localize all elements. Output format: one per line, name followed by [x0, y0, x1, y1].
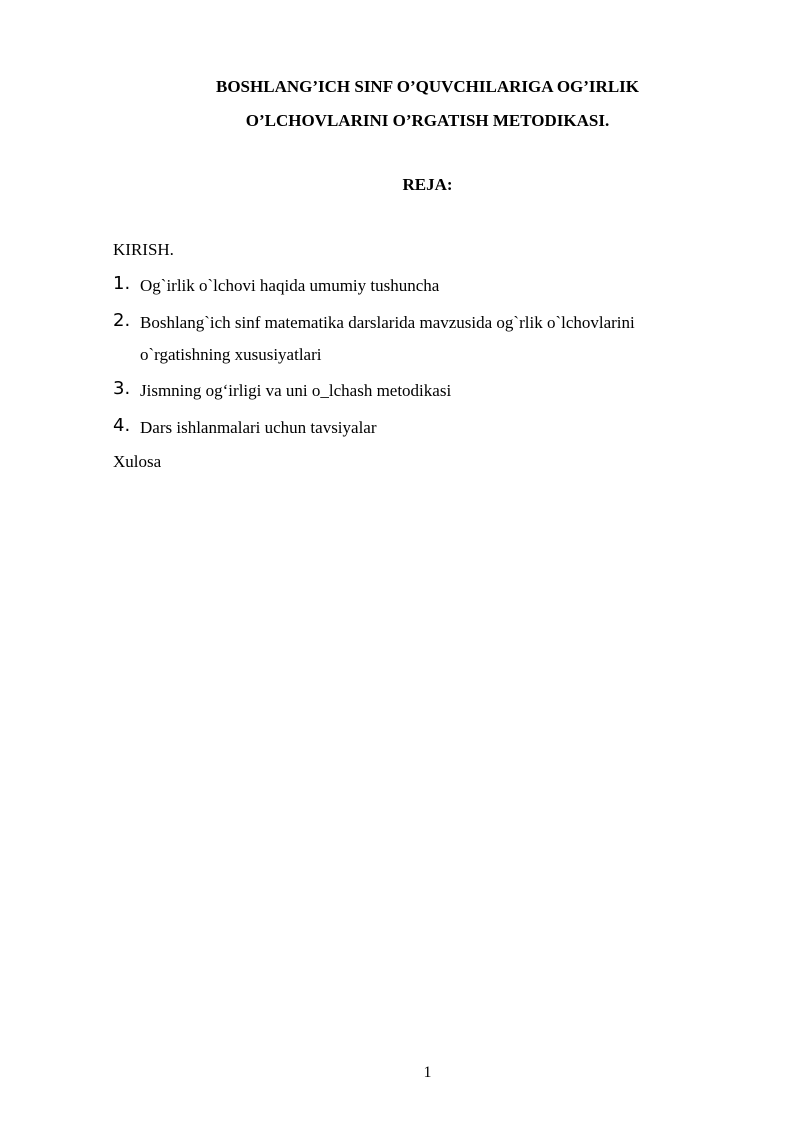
document-title-line-1: BOSHLANG’ICH SINF O’QUVCHILARIGA OG’IRLIK	[215, 77, 639, 96]
list-item-number: 4.	[113, 415, 131, 436]
page-number: 1	[423, 1064, 432, 1081]
list-item-number: 3.	[113, 378, 131, 399]
list-item-text: Jismning og‘irligi va uni o_lchash metodikasi	[140, 381, 452, 400]
list-item-text: Boshlang`ich sinf matematika darslarida mavzusida og`rlik o`lchovlarini	[140, 313, 635, 332]
list-item-text: Dars ishlanmalari uchun tavsiyalar	[140, 418, 377, 437]
document-title-line-2: O’LCHOVLARINI O’RGATISH METODIKASI.	[245, 111, 610, 130]
list-item-number: 1.	[113, 273, 131, 294]
list-item-number: 2.	[113, 310, 131, 331]
list-item-text: Og`irlik o`lchovi haqida umumiy tushuncha	[140, 276, 440, 295]
intro-label: KIRISH.	[113, 240, 174, 259]
plan-heading: REJA:	[402, 175, 453, 194]
list-item-text-continuation: o`rgatishning xususiyatlari	[140, 345, 322, 364]
conclusion-label: Xulosa	[113, 452, 162, 471]
